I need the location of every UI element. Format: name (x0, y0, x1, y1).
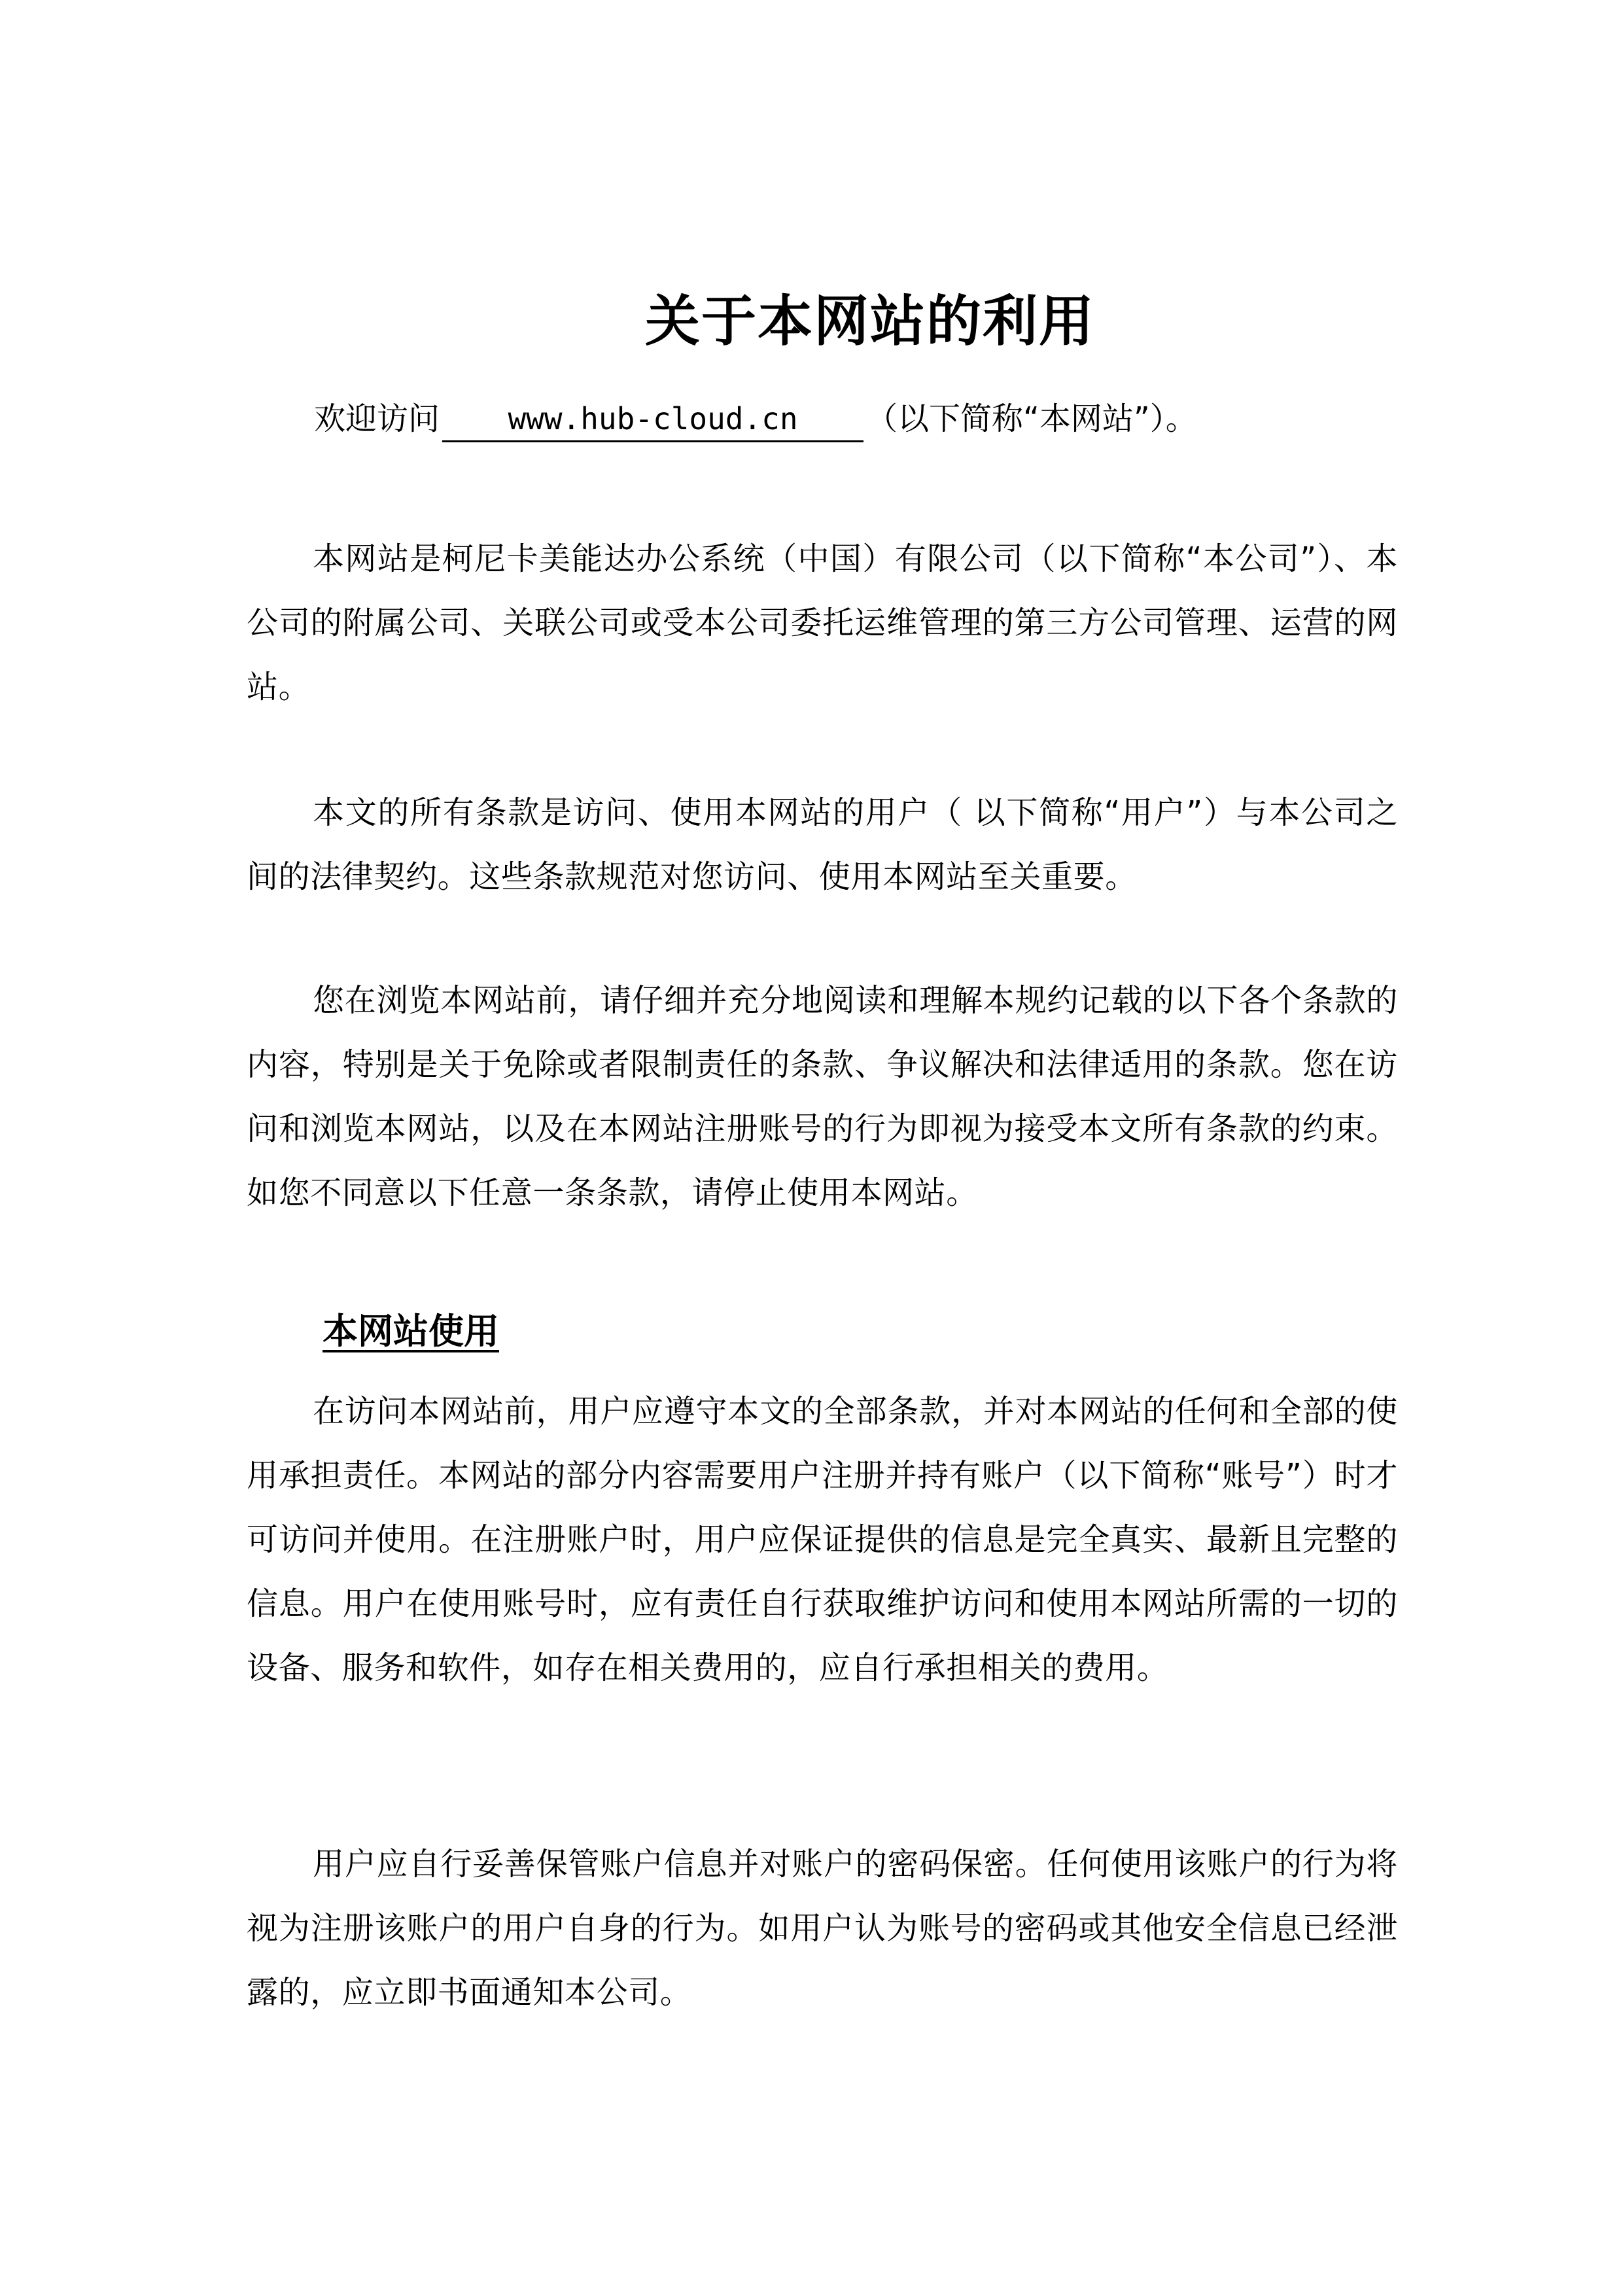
intro-paragraph-operator: 本网站是柯尼卡美能达办公系统（中国）有限公司（以下简称“本公司”）、本公司的附属公司、关联公司或受本公司委托运维管理的第三方公司管理、运营的网站。 (247, 540, 1398, 705)
intro-paragraph-contract: 本文的所有条款是访问、使用本网站的用户（ 以下简称“用户”）与本公司之间的法律契约。这些条款规范对您访问、使用本网站至关重要。 (247, 794, 1398, 895)
website-url: www.hub-cloud.cn (442, 397, 864, 442)
page-title: 关于本网站的利用 (644, 289, 1095, 354)
section-heading-website-use: 本网站使用 (323, 1311, 499, 1352)
welcome-line (314, 393, 1426, 445)
intro-paragraph-acceptance: 您在浏览本网站前，请仔细并充分地阅读和理解本规约记载的以下各个条款的内容，特别是关于免除或者限制责任的条款、争议解决和法律适用的条款。您在访问和浏览本网站，以及在本网站注册账号的行为即视为接受本文所有条款的约束。如您不同意以下任意一条条款，请停止使用本网站。 (247, 982, 1398, 1211)
welcome-prefix: 欢迎访问 (314, 400, 440, 437)
welcome-suffix: （以下简称“本网站”）。 (866, 400, 1197, 437)
section-paragraph-account: 在访问本网站前，用户应遵守本文的全部条款，并对本网站的任何和全部的使用承担责任。本网站的部分内容需要用户注册并持有账户（以下简称“账号”）时才可访问并使用。在注册账户时，用户应保证提供的信息是完全真实、最新且完整的信息。用户在使用账号时，应有责任自行获取维护访问和使用本网站所需的一切的设备、服务和软件，如存在相关费用的，应自行承担相关的费用。 (247, 1393, 1398, 1686)
section-paragraph-password: 用户应自行妥善保管账户信息并对账户的密码保密。任何使用该账户的行为将视为注册该账户的用户自身的行为。如用户认为账号的密码或其他安全信息已经泄露的，应立即书面通知本公司。 (247, 1846, 1398, 2011)
